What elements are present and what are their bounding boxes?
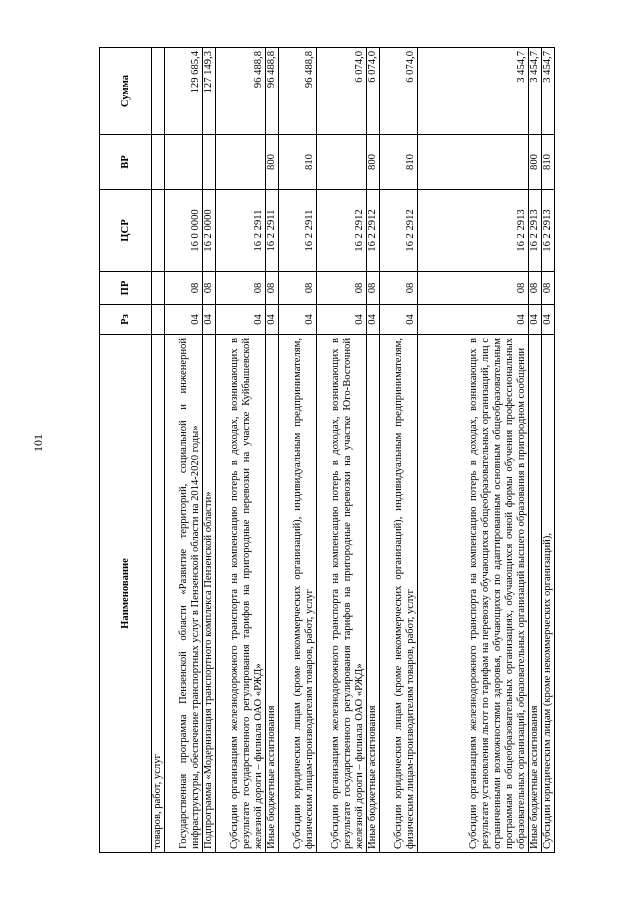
- row-rz: 04: [216, 305, 266, 335]
- row-vr: [418, 135, 529, 190]
- table-row: [279, 48, 317, 853]
- row-rz: 04: [165, 305, 203, 335]
- row-vr: 800: [529, 135, 542, 190]
- page-number: 101: [31, 434, 45, 452]
- row-sum: 3 454,7: [529, 48, 542, 135]
- row-pr: 08: [529, 272, 542, 305]
- row-rz: 04: [380, 305, 418, 335]
- row-csr: 16 2 2911: [216, 190, 266, 272]
- column-header-pr: ПР: [100, 272, 152, 305]
- row-sum: 3 454,7: [418, 48, 529, 135]
- row-pr: 08: [317, 272, 367, 305]
- column-header-csr: ЦСР: [100, 190, 152, 272]
- row-sum: 6 074,0: [317, 48, 367, 135]
- row-rz: [152, 305, 165, 335]
- row-pr: [152, 272, 165, 305]
- table-row: [216, 48, 266, 853]
- row-rz: 04: [418, 305, 529, 335]
- table-row: [317, 48, 367, 853]
- row-rz: 04: [279, 305, 317, 335]
- row-csr: 16 0 0000: [165, 190, 203, 272]
- row-csr: 16 2 2911: [279, 190, 317, 272]
- row-vr: [165, 135, 203, 190]
- row-csr: 16 2 2912: [367, 190, 380, 272]
- row-vr: [152, 135, 165, 190]
- row-sum: 96 488,8: [216, 48, 266, 135]
- row-sum: 6 074,0: [367, 48, 380, 135]
- row-sum: [152, 48, 165, 135]
- table-row: [266, 48, 279, 853]
- row-pr: 08: [165, 272, 203, 305]
- row-sum: 129 685,4: [165, 48, 203, 135]
- column-header-rz: Рз: [100, 305, 152, 335]
- row-csr: 16 2 2912: [380, 190, 418, 272]
- row-csr: 16 2 2911: [266, 190, 279, 272]
- row-csr: 16 2 2913: [418, 190, 529, 272]
- row-sum: 96 488,8: [279, 48, 317, 135]
- budget-table: [99, 47, 555, 853]
- row-vr: [216, 135, 266, 190]
- row-vr: 800: [367, 135, 380, 190]
- table-row: [165, 48, 203, 853]
- row-vr: 800: [266, 135, 279, 190]
- row-sum: 6 074,0: [380, 48, 418, 135]
- budget-table-container: [99, 48, 574, 853]
- table-row: [152, 48, 165, 853]
- table-row: [203, 48, 216, 853]
- row-pr: 08: [279, 272, 317, 305]
- row-vr: 810: [542, 135, 555, 190]
- row-name: Подпрограмма «Модернизация транспортного комплекса Пензенской области»: [203, 335, 216, 853]
- row-name: товаров, работ, услуг: [152, 335, 165, 853]
- row-pr: 08: [367, 272, 380, 305]
- column-header-vr: ВР: [100, 135, 152, 190]
- row-pr: 08: [266, 272, 279, 305]
- row-pr: 08: [418, 272, 529, 305]
- row-csr: [152, 190, 165, 272]
- row-rz: 04: [529, 305, 542, 335]
- table-row: [542, 48, 555, 853]
- row-name: Субсидии юридическим лицам (кроме некоммерческих организаций),: [542, 335, 555, 853]
- row-name: Государственная программа Пензенской области «Развитие территорий, социальной и инженерной инфраструктуры, обеспечение транспортных услуг в Пензенской области на 2014-2020 годы»: [165, 335, 203, 853]
- row-rz: 04: [203, 305, 216, 335]
- row-name: Субсидии юридическим лицам (кроме некоммерческих организаций), индивидуальным предпринимателям, физическим лицам-производителям товаров, работ, услуг: [380, 335, 418, 853]
- row-pr: 08: [542, 272, 555, 305]
- row-vr: 810: [279, 135, 317, 190]
- table-header-row: [100, 48, 152, 853]
- row-vr: [203, 135, 216, 190]
- row-name: Субсидии организациям железнодорожного транспорта на компенсацию потерь в доходах, возникающих в результате государственного регулирования тарифов на пригородные перевозки на участке Куйбышевской железной дороги – филиала ОАО «РЖД»: [216, 335, 266, 853]
- row-vr: [317, 135, 367, 190]
- table-row: [367, 48, 380, 853]
- row-name: Субсидии юридическим лицам (кроме некоммерческих организаций), индивидуальным предпринимателям, физическим лицам-производителям товаров, работ, услуг: [279, 335, 317, 853]
- row-rz: 04: [266, 305, 279, 335]
- row-csr: 16 2 2913: [529, 190, 542, 272]
- table-row: [418, 48, 529, 853]
- row-sum: 3 454,7: [542, 48, 555, 135]
- row-pr: 08: [203, 272, 216, 305]
- row-csr: 16 2 2912: [317, 190, 367, 272]
- row-name: Иные бюджетные ассигнования: [266, 335, 279, 853]
- row-rz: 04: [317, 305, 367, 335]
- row-pr: 08: [380, 272, 418, 305]
- row-name: Субсидии организациям железнодорожного транспорта на компенсацию потерь в доходах, возникающих в результате государственного регулирования тарифов на пригородные перевозки на участке Юго-Восточной железной дороги – филиала ОАО «РЖД»: [317, 335, 367, 853]
- row-sum: 127 149,3: [203, 48, 216, 135]
- row-rz: 04: [367, 305, 380, 335]
- column-header-sum: Сумма: [100, 48, 152, 135]
- table-row: [380, 48, 418, 853]
- table-row: [529, 48, 542, 853]
- row-name: Иные бюджетные ассигнования: [529, 335, 542, 853]
- row-rz: 04: [542, 305, 555, 335]
- row-csr: 16 2 0000: [203, 190, 216, 272]
- row-pr: 08: [216, 272, 266, 305]
- row-sum: 96 488,8: [266, 48, 279, 135]
- row-vr: 810: [380, 135, 418, 190]
- column-header-name: Наименование: [100, 335, 152, 853]
- row-csr: 16 2 2913: [542, 190, 555, 272]
- row-name: Иные бюджетные ассигнования: [367, 335, 380, 853]
- row-name: Субсидии организациям железнодорожного транспорта на компенсацию потерь в доходах, возникающих в результате установления льгот по тарифам на перевозку обучающихся общеобразовательных организаций, лиц с ограниченными возможностями здоровья, обучающихся по адаптированным основным общеобразовательным программам в общеобразовательных организациях, обучающихся очной формы обучения профессиональных образовательных организаций, образовательных организаций высшего образования в пригородном сообщении: [418, 335, 529, 853]
